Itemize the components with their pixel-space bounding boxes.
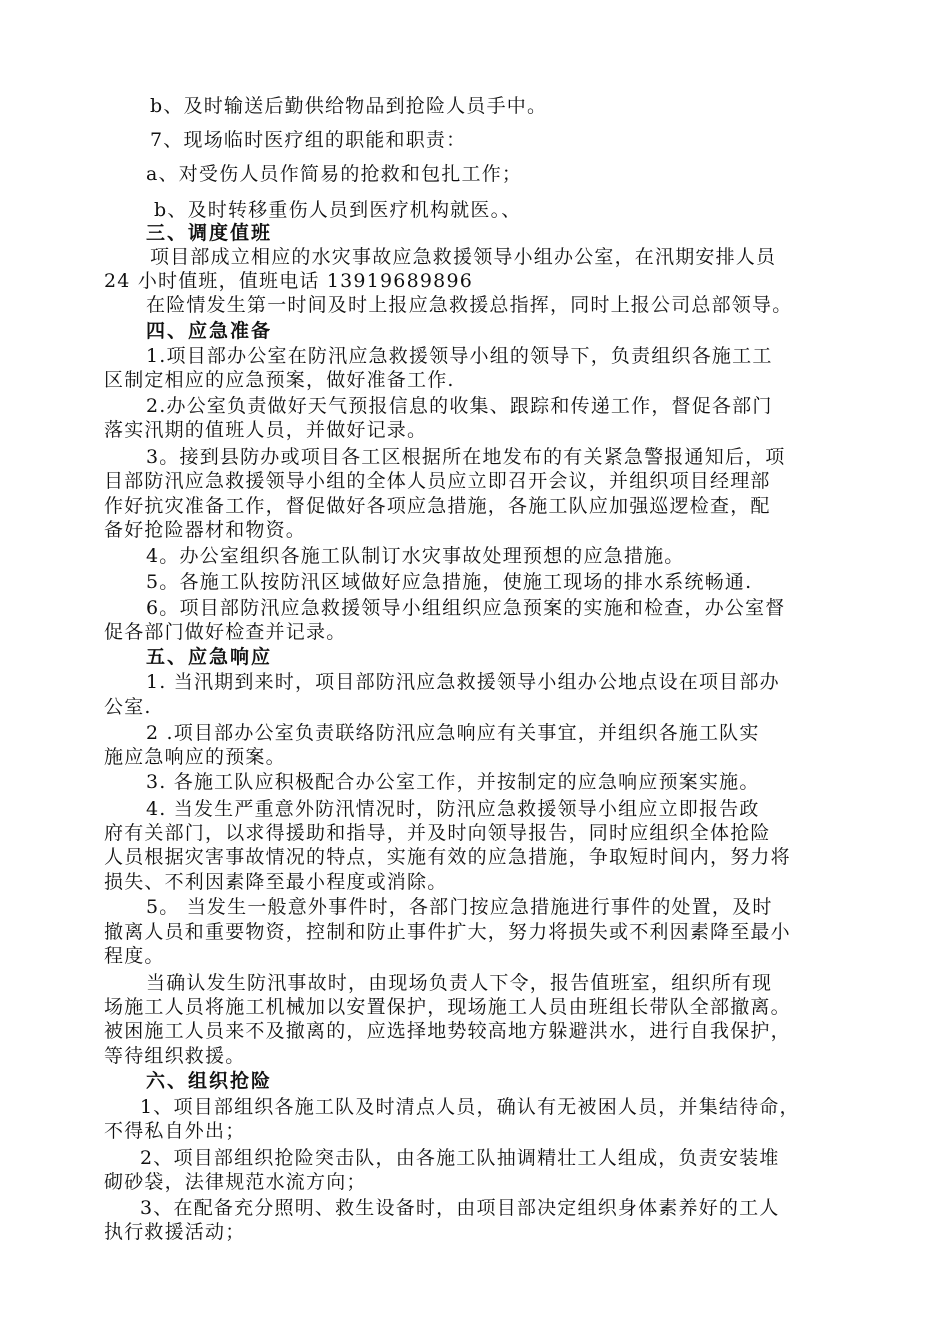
paragraph-line: 4. 当发生严重意外防汛情况时，防汛应急救援领导小组应立即报告政 xyxy=(146,798,760,820)
list-item: a、对受伤人员作简易的抢救和包扎工作； xyxy=(146,163,523,185)
section-heading: 六、组织抢险 xyxy=(146,1070,273,1092)
paragraph-line: 1、项目部组织各施工队及时清点人员，确认有无被困人员，并集结待命， xyxy=(140,1096,800,1118)
paragraph-line: 执行救援活动； xyxy=(104,1221,246,1243)
paragraph-line: 备好抢险器材和物资。 xyxy=(104,519,307,541)
paragraph-line: 24 小时值班，值班电话 13919689896 xyxy=(104,270,474,292)
paragraph-line: 项目部成立相应的水灾事故应急救援领导小组办公室，在汛期安排人员 xyxy=(150,246,777,268)
paragraph-line: 在险情发生第一时间及时上报应急救援总指挥，同时上报公司总部领导。 xyxy=(146,294,793,316)
list-item: 7、现场临时医疗组的职能和职责： xyxy=(150,129,467,151)
paragraph-line: 2.办公室负责做好天气预报信息的收集、跟踪和传递工作，督促各部门 xyxy=(146,395,773,417)
paragraph-line: 人员根据灾害事故情况的特点，实施有效的应急措施，争取短时间内，努力将 xyxy=(104,846,791,868)
list-item: b、及时输送后勤供给物品到抢险人员手中。 xyxy=(150,95,548,117)
paragraph-line: 施应急响应的预案。 xyxy=(104,746,286,768)
paragraph-line: 5。 当发生一般意外事件时，各部门按应急措施进行事件的处置，及时 xyxy=(146,896,773,918)
paragraph-line: 5。各施工队按防汛区域做好应急措施，使施工现场的排水系统畅通. xyxy=(146,571,753,593)
paragraph-line: 场施工人员将施工机械加以安置保护，现场施工人员由班组长带队全部撤离。 xyxy=(104,996,791,1018)
section-heading: 五、应急响应 xyxy=(146,646,273,668)
paragraph-line: 公室. xyxy=(104,696,152,718)
paragraph-line: 作好抗灾准备工作，督促做好各项应急措施，各施工队应加强巡逻检查，配 xyxy=(104,495,771,517)
paragraph-line: 撤离人员和重要物资，控制和防止事件扩大，努力将损失或不利因素降至最小 xyxy=(104,921,791,943)
paragraph-line: 被困施工人员来不及撤离的，应选择地势较高地方躲避洪水，进行自我保护， xyxy=(104,1020,791,1042)
paragraph-line: 2、项目部组织抢险突击队，由各施工队抽调精壮工人组成，负责安装堆 xyxy=(140,1147,780,1169)
paragraph-line: 6。项目部防汛应急救援领导小组组织应急预案的实施和检查，办公室督 xyxy=(146,597,786,619)
paragraph-line: 当确认发生防汛事故时，由现场负责人下令，报告值班室，组织所有现 xyxy=(146,972,773,994)
paragraph-line: 不得私自外出； xyxy=(104,1120,246,1142)
paragraph-line: 1. 当汛期到来时，项目部防汛应急救援领导小组办公地点设在项目部办 xyxy=(146,671,780,693)
paragraph-line: 促各部门做好检查并记录。 xyxy=(104,621,347,643)
list-item: b、及时转移重伤人员到医疗机构就医。、 xyxy=(154,199,522,221)
section-heading: 四、应急准备 xyxy=(146,320,273,342)
paragraph-line: 2 .项目部办公室负责联络防汛应急响应有关事宜，并组织各施工队实 xyxy=(146,722,760,744)
paragraph-line: 程度。 xyxy=(104,945,165,967)
paragraph-line: 损失、不利因素降至最小程度或消除。 xyxy=(104,871,448,893)
paragraph-line: 3. 各施工队应积极配合办公室工作，并按制定的应急响应预案实施。 xyxy=(146,771,760,793)
paragraph-line: 府有关部门，以求得援助和指导，并及时向领导报告，同时应组织全体抢险 xyxy=(104,822,771,844)
paragraph-line: 区制定相应的应急预案，做好准备工作. xyxy=(104,369,455,391)
paragraph-line: 目部防汛应急救援领导小组的全体人员应立即召开会议，并组织项目经理部 xyxy=(104,470,771,492)
paragraph-line: 4。办公室组织各施工队制订水灾事故处理预想的应急措施。 xyxy=(146,545,685,567)
paragraph-line: 落实汛期的值班人员，并做好记录。 xyxy=(104,419,428,441)
paragraph-line: 3。接到县防办或项目各工区根据所在地发布的有关紧急警报通知后，项 xyxy=(146,446,786,468)
section-heading: 三、调度值班 xyxy=(146,222,273,244)
paragraph-line: 1.项目部办公室在防汛应急救援领导小组的领导下，负责组织各施工工 xyxy=(146,345,773,367)
paragraph-line: 砌砂袋，法律规范水流方向； xyxy=(104,1171,367,1193)
paragraph-line: 3、在配备充分照明、救生设备时，由项目部决定组织身体素养好的工人 xyxy=(140,1197,780,1219)
paragraph-line: 等待组织救援。 xyxy=(104,1045,246,1067)
